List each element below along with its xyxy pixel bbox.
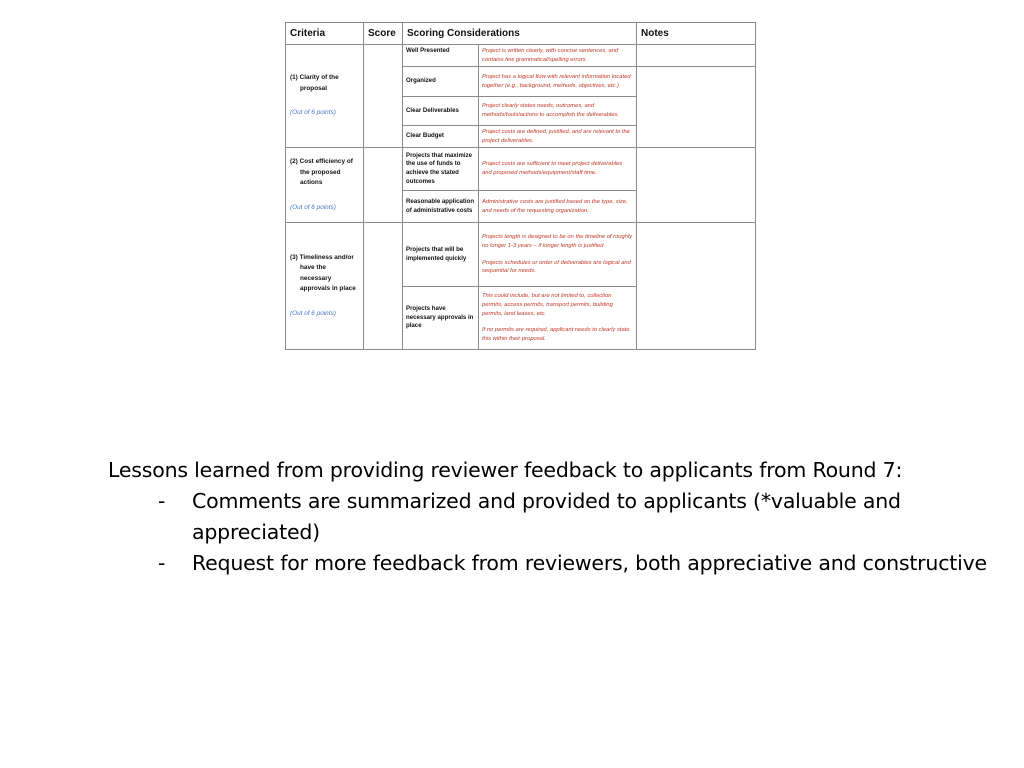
criterion-3-title-cont: have the <box>300 264 326 272</box>
consideration-text: Project clearly states needs, outcomes, and methods/tools/actions to accomplish the deliverables. <box>479 97 637 126</box>
table-row <box>286 45 756 67</box>
consideration-text: Project has a logical flow with relevant information located together (e.g., background, methods, objectives, etc.) <box>479 67 637 97</box>
scoring-rubric-table <box>285 22 756 350</box>
criterion-1-title-cont: proposal <box>300 84 327 92</box>
lessons-bullet-2 <box>108 548 988 579</box>
criterion-2-title: (2) Cost efficiency of <box>290 158 353 165</box>
lessons-section <box>108 455 988 579</box>
consideration-text: Administrative costs are justified based on the type, size, and needs of the requesting organization. <box>479 191 637 223</box>
criterion-2-title-cont: the proposed <box>300 168 341 176</box>
criterion-3-title: (3) Timeliness and/or <box>290 253 354 261</box>
criterion-1-title: (1) Clarity of the <box>290 74 339 82</box>
lessons-bullet-2-text: Request for more feedback from reviewers, both appreciative and constructive <box>192 551 987 575</box>
consideration-text: Project costs are defined, justified, and are relevant to the project deliverables. <box>479 126 637 148</box>
consideration-text: This could include, but are not limited to, collection permits, access permits, transport permits, building permits, land leases, etc. <box>482 293 613 317</box>
sub-criterion: Organized <box>403 67 479 97</box>
table-row <box>286 148 756 191</box>
notes-cell <box>637 223 756 350</box>
sub-criterion: Reasonable application of administrative costs <box>403 191 479 223</box>
criterion-3-cell <box>286 223 364 350</box>
header-scoring-considerations: Scoring Considerations <box>403 23 637 45</box>
lessons-bullet-1 <box>108 486 988 548</box>
lessons-bullet-1-text: Comments are summarized and provided to applicants (*valuable and appreciated) <box>192 489 901 544</box>
criterion-3-title-cont2: necessary <box>300 274 332 282</box>
bullet-dash: - <box>158 489 166 513</box>
sub-criterion: Well Presented <box>403 45 479 67</box>
criterion-2-title-cont2: actions <box>300 179 323 186</box>
sub-criterion: Projects that will be implemented quickly <box>403 223 479 287</box>
notes-cell <box>637 45 756 67</box>
sub-criterion: Clear Budget <box>403 126 479 148</box>
consideration-text: Projects schedules or order of deliverables are logical and sequential for needs. <box>482 259 631 275</box>
consideration-text: Projects length is designed to be on the timeline of roughly no longer 1-3 years – if longer length is justified <box>482 233 633 249</box>
sub-criterion: Projects have necessary approvals in place <box>403 287 479 350</box>
criterion-1-points: (Out of 6 points) <box>290 109 336 117</box>
criterion-2-points: (Out of 6 points) <box>290 203 336 211</box>
header-criteria: Criteria <box>286 23 364 45</box>
consideration-cell <box>479 287 637 350</box>
table-row <box>286 223 756 287</box>
notes-cell <box>637 148 756 223</box>
sub-criterion: Projects that maximize the use of funds to achieve the stated outcomes <box>403 148 479 191</box>
consideration-text: If no permits are required, applicant needs to clearly state this within their proposal. <box>482 327 630 343</box>
bullet-dash: - <box>158 551 166 575</box>
lessons-title: Lessons learned from providing reviewer feedback to applicants from Round 7: <box>108 458 903 482</box>
criterion-3-title-cont3: approvals in place <box>300 285 356 293</box>
criterion-3-points: (Out of 6 points) <box>290 309 336 317</box>
sub-criterion: Clear Deliverables <box>403 97 479 126</box>
header-notes: Notes <box>637 23 756 45</box>
criterion-3-score-cell <box>364 223 403 350</box>
criterion-1-score-cell <box>364 45 403 148</box>
consideration-text: Project costs are sufficient to meet project deliverables and proposed methods/equipment/staff time. <box>479 148 637 191</box>
criterion-1-cell <box>286 45 364 148</box>
notes-cell <box>637 67 756 148</box>
consideration-text: Project is written clearly, with concise sentences, and contains few grammatical/spelling errors. <box>479 45 637 67</box>
criterion-2-score-cell <box>364 148 403 223</box>
table-header-row <box>286 23 756 45</box>
consideration-cell <box>479 223 637 287</box>
header-score: Score <box>364 23 403 45</box>
criterion-2-cell <box>286 148 364 223</box>
